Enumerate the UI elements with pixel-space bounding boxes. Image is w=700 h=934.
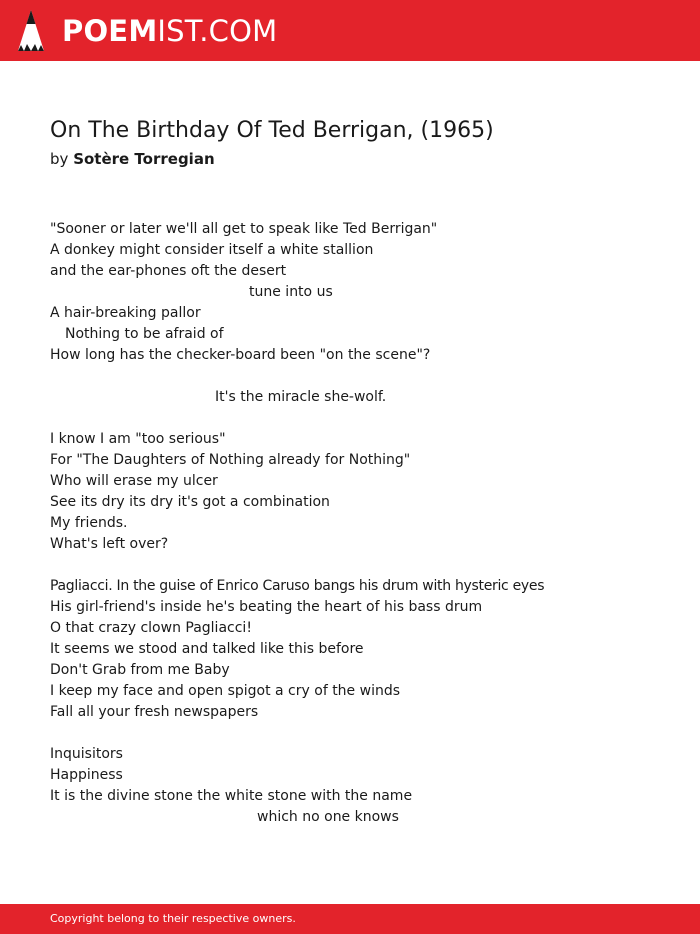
pencil-tip-icon bbox=[17, 9, 45, 53]
poem-line: O that crazy clown Pagliacci! bbox=[50, 620, 252, 636]
copyright-notice: Copyright belong to their respective owners. bbox=[50, 912, 296, 925]
poem-line: and the ear-phones oft the desert bbox=[50, 263, 287, 279]
poem-line: A hair-breaking pallor bbox=[50, 305, 201, 321]
poem-body bbox=[50, 219, 670, 828]
site-footer bbox=[0, 904, 700, 934]
poem-line: My friends. bbox=[50, 515, 128, 531]
poem-line bbox=[50, 408, 670, 429]
byline-label: by bbox=[50, 150, 69, 168]
poem-line: Inquisitors bbox=[50, 746, 123, 762]
poem-line bbox=[50, 555, 670, 576]
author-link[interactable]: Sotère Torregian bbox=[73, 150, 215, 168]
poem-line: How long has the checker-board been "on the scene"? bbox=[50, 347, 431, 363]
brand-name-bold: POEM bbox=[62, 14, 158, 48]
poem-line bbox=[50, 366, 670, 387]
poem-line: which no one knows bbox=[257, 809, 399, 825]
poem-line: It seems we stood and talked like this before bbox=[50, 641, 364, 657]
poem-line: "Sooner or later we'll all get to speak like Ted Berrigan" bbox=[50, 221, 438, 237]
poem-line: What's left over? bbox=[50, 536, 169, 552]
poem-line: I know I am "too serious" bbox=[50, 431, 226, 447]
poem-line: For "The Daughters of Nothing already for Nothing" bbox=[50, 452, 411, 468]
poem-line: Happiness bbox=[50, 767, 123, 783]
poem-line: Pagliacci. In the guise of Enrico Caruso bangs his drum with hysteric eyes bbox=[50, 578, 545, 594]
poem-line: His girl-friend's inside he's beating the heart of his bass drum bbox=[50, 599, 483, 615]
poem-title: On The Birthday Of Ted Berrigan, (1965) bbox=[50, 118, 494, 143]
poem-line bbox=[50, 723, 670, 744]
poem-line: Nothing to be afraid of bbox=[65, 326, 224, 342]
poem-line: Don't Grab from me Baby bbox=[50, 662, 230, 678]
poem-line: Fall all your fresh newspapers bbox=[50, 704, 259, 720]
site-header bbox=[0, 0, 700, 61]
poem-line: A donkey might consider itself a white stallion bbox=[50, 242, 374, 258]
poem-line: It is the divine stone the white stone with the name bbox=[50, 788, 413, 804]
poem-line: See its dry its dry it's got a combination bbox=[50, 494, 330, 510]
brand-name-light: IST.COM bbox=[157, 14, 278, 48]
poem-line: It's the miracle she-wolf. bbox=[215, 389, 387, 405]
poem-line: Who will erase my ulcer bbox=[50, 473, 218, 489]
poem-line: I keep my face and open spigot a cry of the winds bbox=[50, 683, 401, 699]
brand-name bbox=[62, 13, 277, 49]
poem-byline bbox=[50, 149, 215, 169]
poem-line: tune into us bbox=[249, 284, 333, 300]
